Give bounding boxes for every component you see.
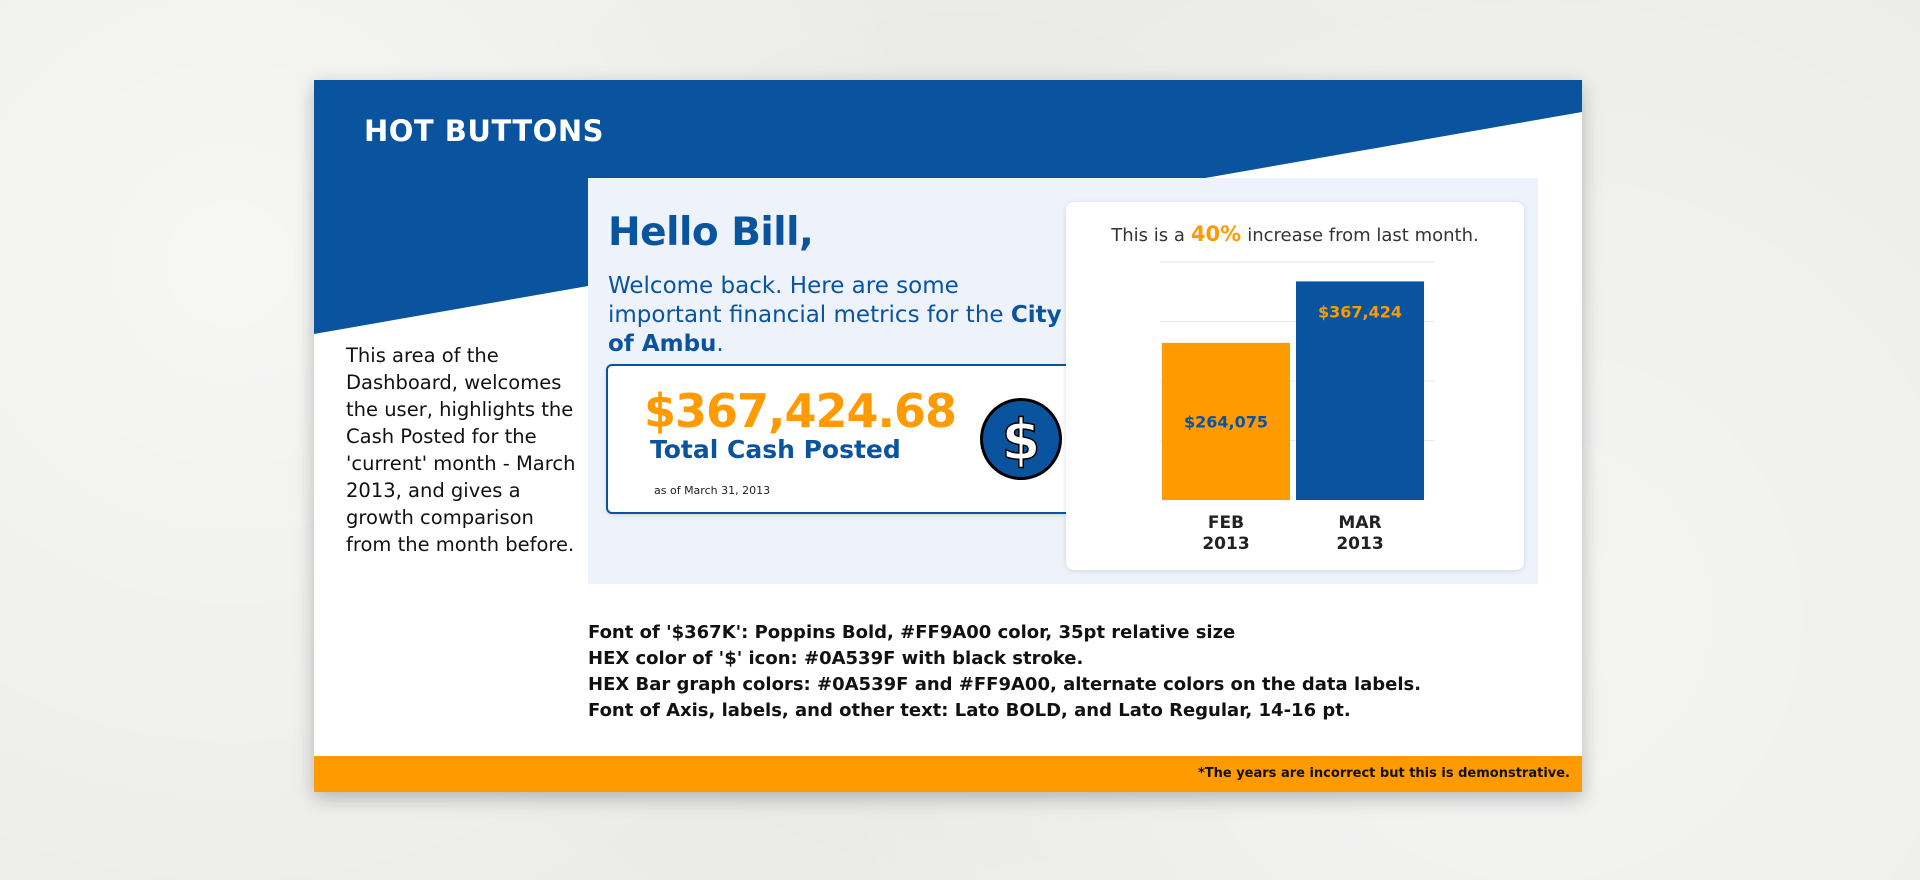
chart-data-label: $264,075: [1183, 412, 1269, 432]
chart-tick-label: MAR: [1338, 513, 1382, 533]
welcome-prefix: Welcome back. Here are some important financial metrics for the: [608, 273, 1011, 328]
chart-tick-label: FEB: [1207, 513, 1245, 533]
design-notes: [588, 620, 1488, 724]
footer-bar: [314, 756, 1582, 792]
welcome-suffix: .: [716, 331, 724, 357]
chart-tick-label: 2013: [1336, 534, 1384, 554]
greeting-heading: Hello Bill,: [608, 210, 814, 255]
bar-chart: [1066, 202, 1524, 570]
note-line: Font of Axis, labels, and other text: Lato BOLD, and Lato Regular, 14-16 pt.: [588, 700, 1351, 721]
chart-header-suffix: increase from last month.: [1247, 225, 1479, 246]
welcome-text: [608, 272, 1068, 359]
chart-tick-label: 2013: [1202, 534, 1250, 554]
footer-note: *The years are incorrect but this is demonstrative.: [1197, 766, 1570, 781]
note-line: HEX color of '$' icon: #0A539F with black stroke.: [588, 648, 1084, 669]
chart-data-label: $367,424: [1317, 302, 1403, 322]
dollar-icon: [978, 396, 1064, 482]
note-line: HEX Bar graph colors: #0A539F and #FF9A00, alternate colors on the data labels.: [588, 674, 1422, 695]
slide-title: HOT BUTTONS: [364, 114, 604, 148]
dashboard-panel: [588, 178, 1538, 584]
side-note: This area of the Dashboard, welcomes the user, highlights the Cash Posted for the 'current' month - March 2013, and gives a growth comparison from the month before.: [346, 344, 576, 556]
chart-header-percent: 40%: [1190, 222, 1242, 246]
total-cash-card[interactable]: [606, 364, 1110, 514]
slide: [314, 80, 1582, 792]
growth-chart-card: [1066, 202, 1524, 570]
cash-label: Total Cash Posted: [650, 435, 901, 464]
cash-date: as of March 31, 2013: [654, 484, 771, 497]
city-name: City of Ambu: [608, 302, 1062, 357]
chart-header-prefix: This is a: [1111, 225, 1185, 246]
svg-text:$: $: [1001, 408, 1041, 473]
note-line: Font of '$367K': Poppins Bold, #FF9A00 color, 35pt relative size: [588, 622, 1236, 643]
cash-amount: $367,424.68: [644, 384, 957, 438]
